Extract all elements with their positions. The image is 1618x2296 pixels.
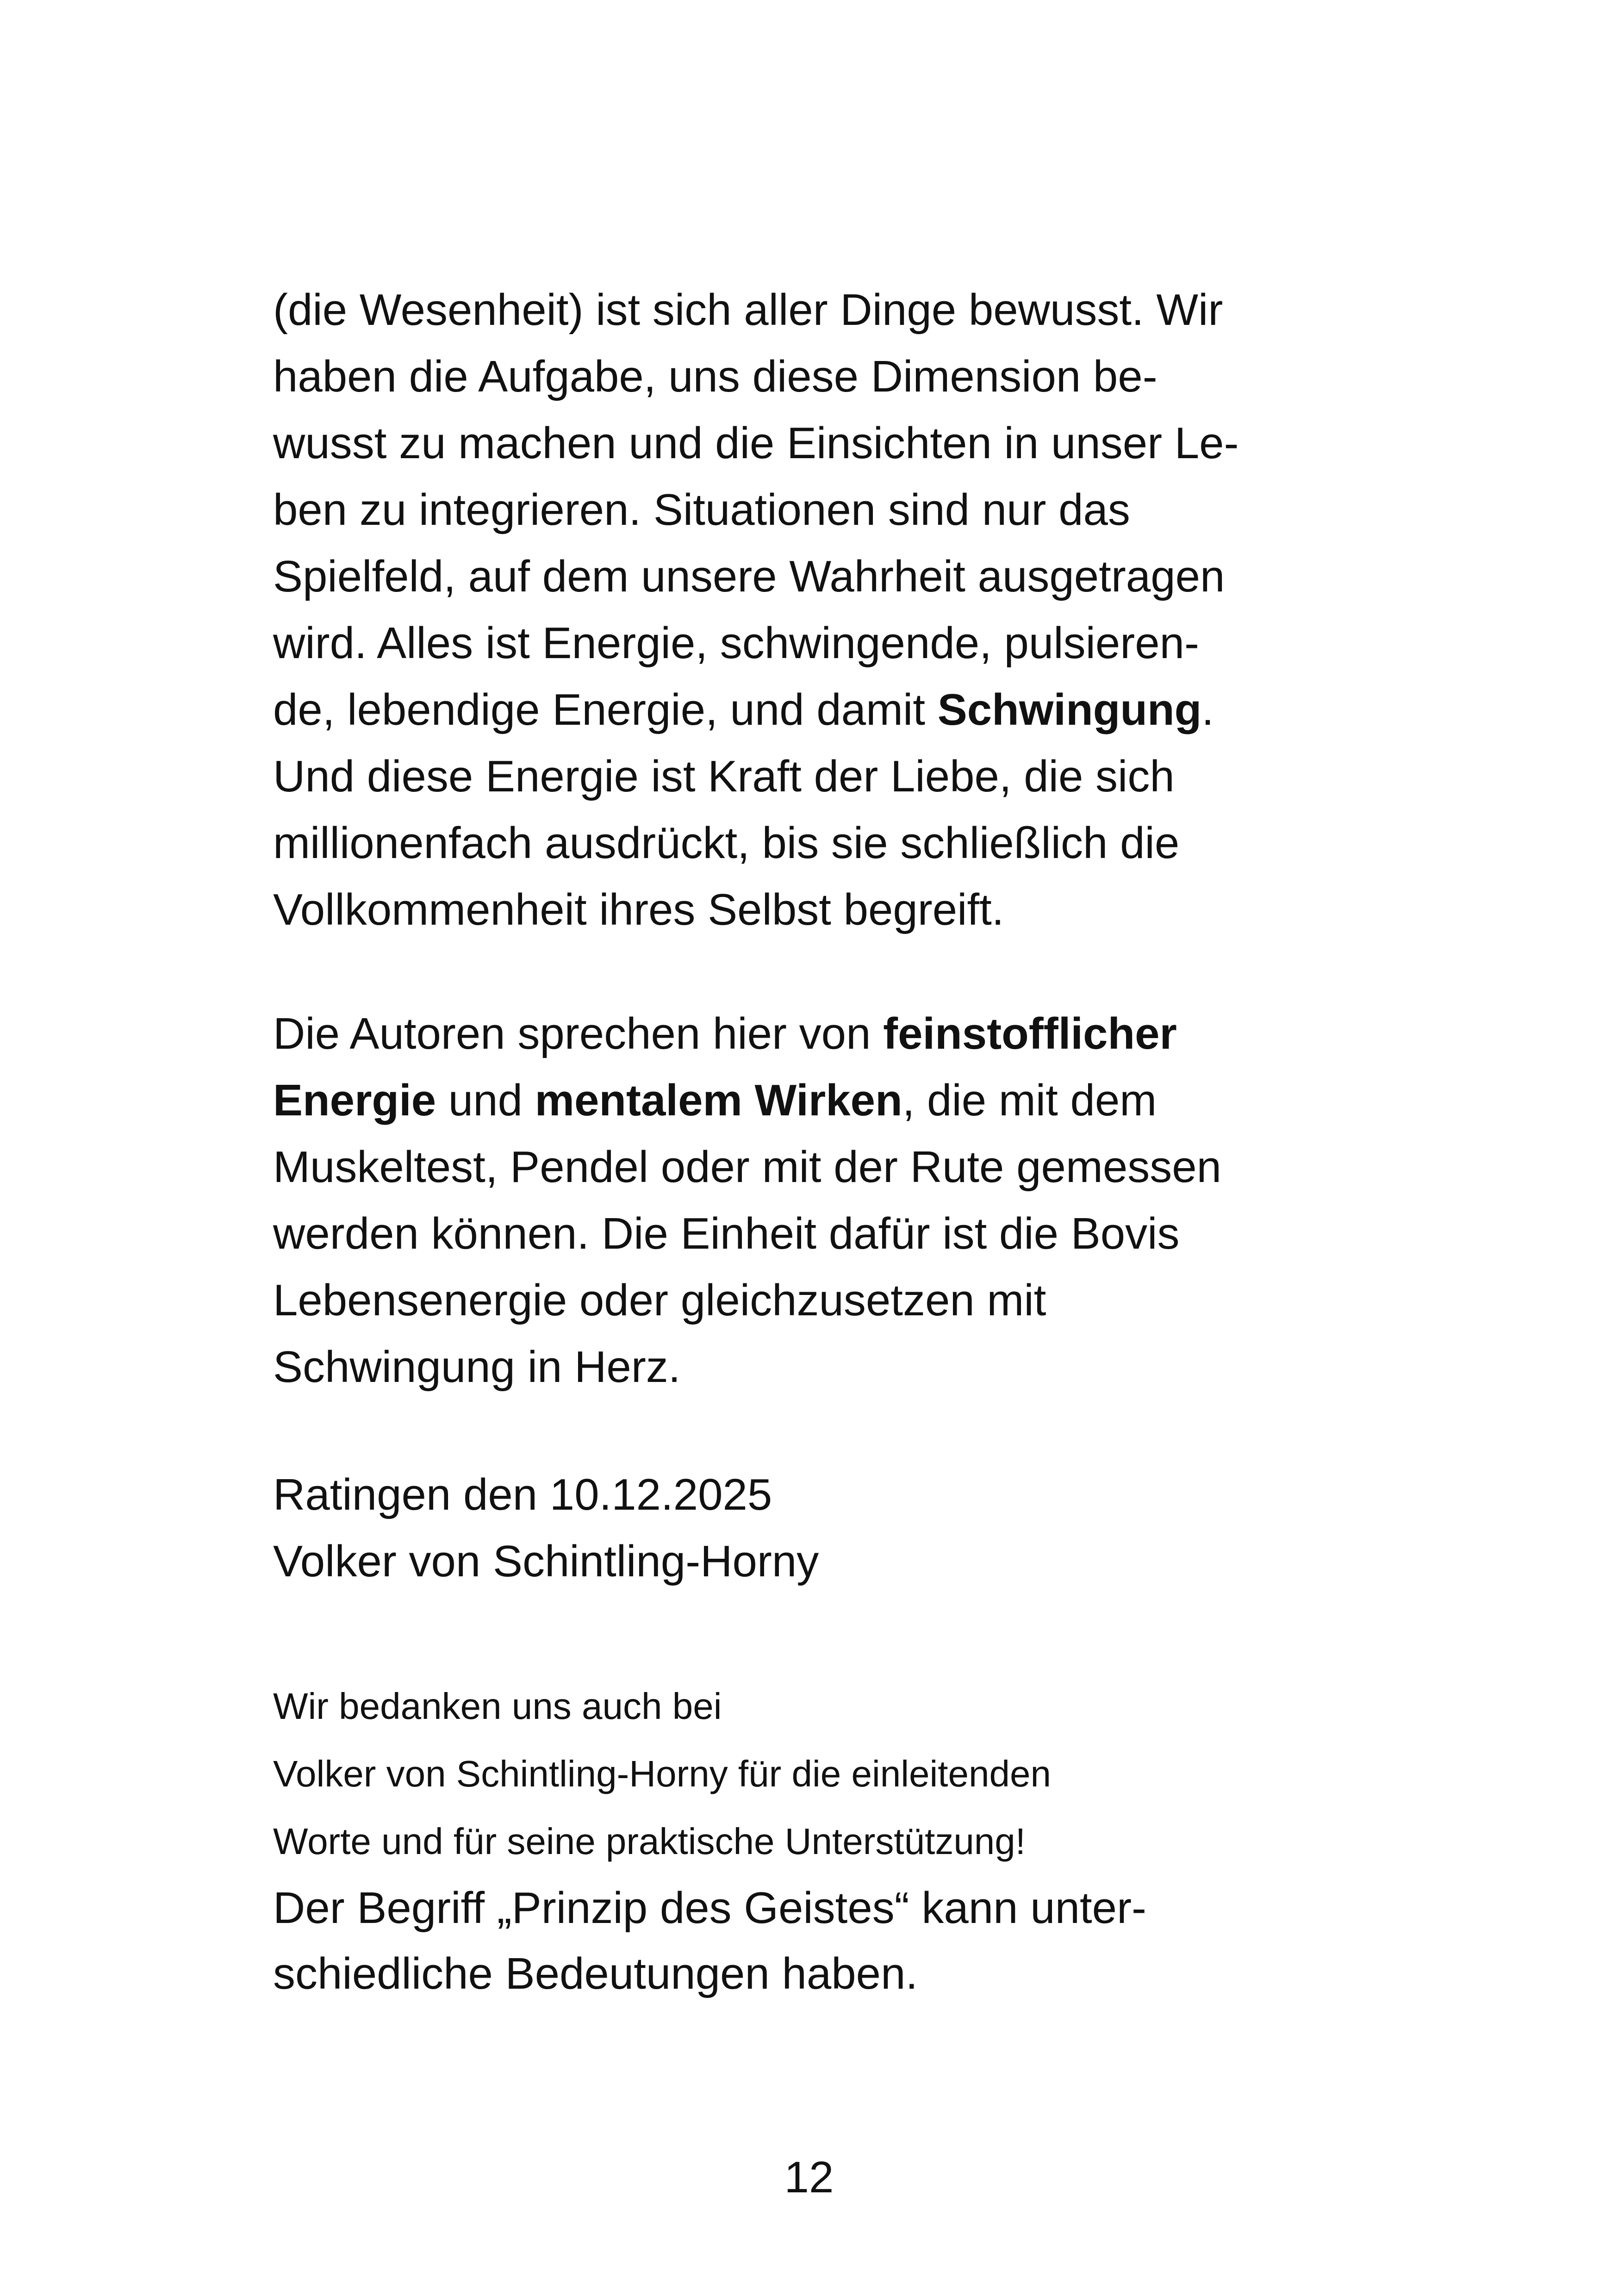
- text-segment: , die mit dem: [902, 1076, 1157, 1125]
- text-line: Muskeltest, Pendel oder mit der Rute gemessen: [273, 1142, 1221, 1192]
- text-line: Und diese Energie ist Kraft der Liebe, die sich: [273, 752, 1175, 801]
- text-line: wird. Alles ist Energie, schwingende, pulsieren-: [273, 618, 1199, 668]
- text-segment: und: [436, 1076, 535, 1125]
- text-line: Vollkommenheit ihres Selbst begreift.: [273, 885, 1004, 934]
- text-segment: de, lebendige Energie, und damit: [273, 685, 938, 734]
- text-line: [273, 1001, 1384, 1067]
- text-line: schiedliche Bedeutungen haben.: [273, 1949, 918, 1998]
- bold-term-feinstofflicher: feinstofflicher: [883, 1009, 1177, 1058]
- signature-block: [273, 1462, 1384, 1595]
- acknowledgement: [273, 1673, 1384, 1875]
- bold-term-mentalem-wirken: mentalem Wirken: [535, 1076, 902, 1125]
- text-line: millionenfach ausdrückt, bis sie schließlich die: [273, 818, 1180, 868]
- text-line: haben die Aufgabe, uns diese Dimension be-: [273, 352, 1157, 401]
- bold-term-energie: Energie: [273, 1076, 436, 1125]
- text-segment: .: [1201, 685, 1214, 734]
- author-name: Volker von Schintling-Horny: [273, 1537, 819, 1586]
- page-number: 12: [784, 2153, 834, 2202]
- text-line: ben zu integrieren. Situationen sind nur das: [273, 485, 1130, 535]
- text-line: werden können. Die Einheit dafür ist die Bovis: [273, 1209, 1180, 1258]
- paragraph-wesenheit: [273, 277, 1384, 943]
- text-line: Lebensenergie oder gleichzusetzen mit: [273, 1276, 1046, 1325]
- text-segment: Die Autoren sprechen hier von: [273, 1009, 884, 1058]
- bold-term-schwingung: Schwingung: [937, 685, 1202, 734]
- text-line: [273, 677, 1384, 743]
- text-line: Wir bedanken uns auch bei: [273, 1686, 722, 1727]
- text-line: Der Begriff „Prinzip des Geistes“ kann unter-: [273, 1883, 1146, 1933]
- place-date: Ratingen den 10.12.2025: [273, 1470, 772, 1519]
- text-line: [273, 1067, 1384, 1134]
- paragraph-prinzip: [273, 1875, 1384, 2007]
- text-line: (die Wesenheit) ist sich aller Dinge bewusst. Wir: [273, 285, 1223, 335]
- text-line: Worte und für seine praktische Unterstützung!: [273, 1821, 1026, 1862]
- text-line: wusst zu machen und die Einsichten in unser Le-: [273, 418, 1239, 468]
- text-line: Schwingung in Herz.: [273, 1342, 681, 1392]
- text-line: Volker von Schintling-Horny für die einleitenden: [273, 1753, 1051, 1794]
- paragraph-autoren: [273, 1001, 1384, 1400]
- text-line: Spielfeld, auf dem unsere Wahrheit ausgetragen: [273, 552, 1225, 601]
